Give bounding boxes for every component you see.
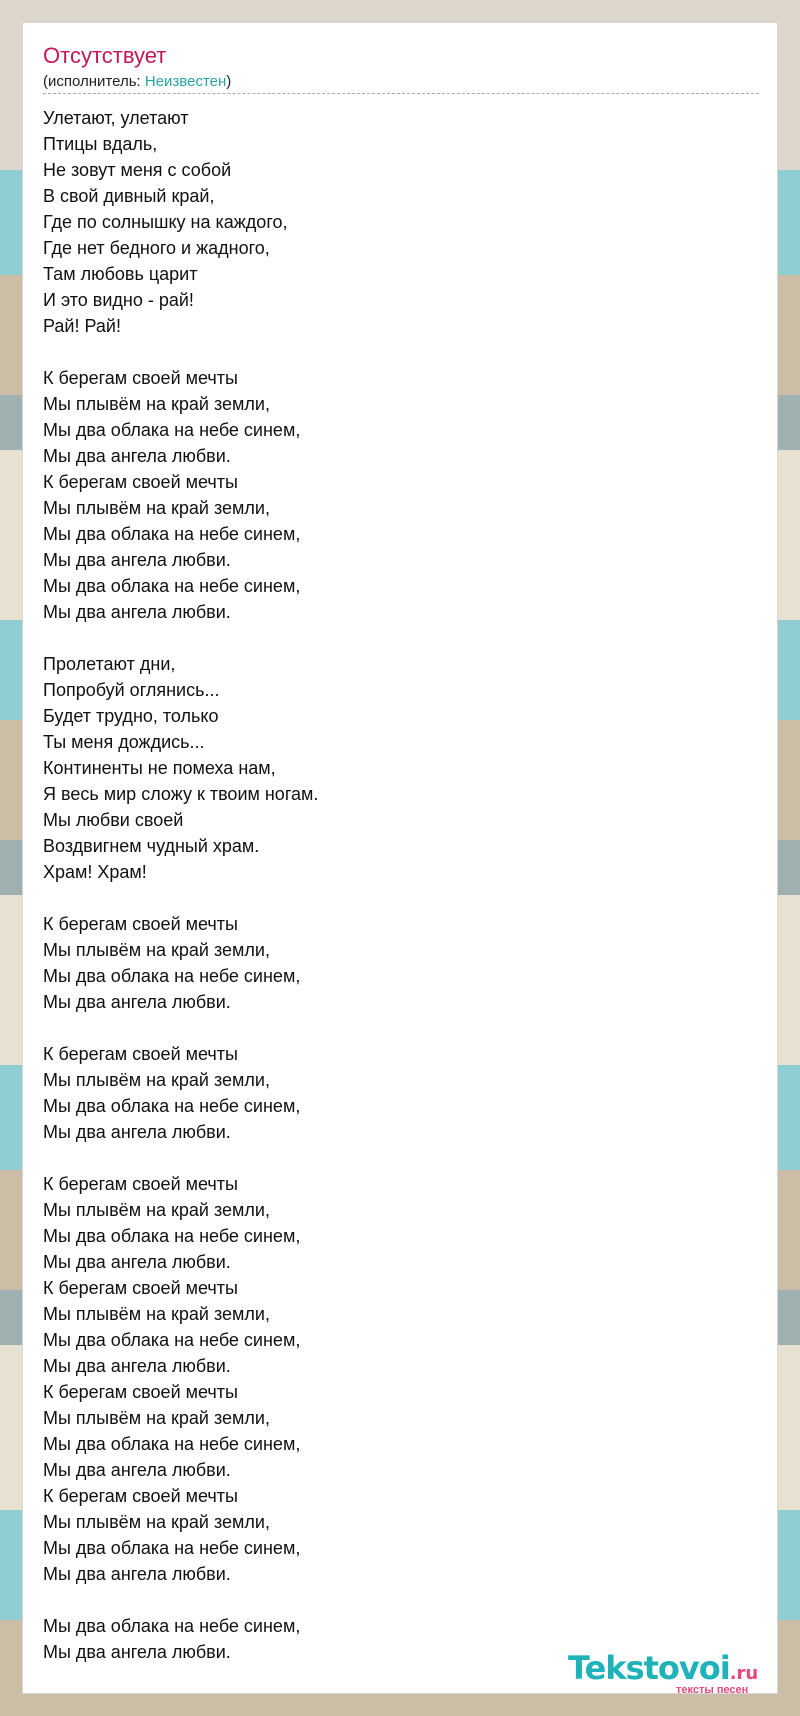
lyric-line: Мы два облака на небе синем, [43,966,301,986]
artist-link[interactable]: Неизвестен [144,73,227,90]
lyric-line: Ты меня дождись... [43,732,205,752]
lyric-line: Мы плывём на край земли, [43,498,270,518]
lyric-line: Мы плывём на край земли, [43,1408,270,1428]
lyric-line: Воздвигнем чудный храм. [43,836,260,856]
lyric-line: Не зовут меня с собой [43,160,232,180]
lyric-line: К берегам своей мечты [43,1174,238,1194]
lyric-line: Я весь мир сложу к твоим ногам. [43,784,319,804]
lyric-line: Мы любви своей [43,810,184,830]
lyric-line: Мы два ангела любви. [43,1642,231,1662]
stanza [43,651,759,885]
lyrics-text [43,105,759,1665]
song-title: Отсутствует [43,43,167,68]
lyric-line: Мы два ангела любви. [43,992,231,1012]
lyric-line: Мы плывём на край земли, [43,1304,270,1324]
stanza [43,1041,759,1145]
lyric-line: Где нет бедного и жадного, [43,238,270,258]
lyric-line: Мы два облака на небе синем, [43,1096,301,1116]
lyric-line: Мы два ангела любви. [43,1460,231,1480]
artist-suffix: ) [226,73,232,90]
lyric-line: К берегам своей мечты [43,1278,238,1298]
dashed-divider [43,93,759,94]
lyric-line: И это видно - рай! [43,290,194,310]
stanza [43,365,759,625]
lyric-line: Мы два облака на небе синем, [43,524,301,544]
lyric-line: Мы два облака на небе синем, [43,420,301,440]
lyric-line: Мы два облака на небе синем, [43,1616,301,1636]
logo-tld: .ru [729,1663,759,1684]
lyric-line: Птицы вдаль, [43,134,158,154]
lyric-line: Мы два облака на небе синем, [43,1226,301,1246]
lyric-line: Мы два облака на небе синем, [43,1330,301,1350]
lyric-line: Мы два ангела любви. [43,1564,231,1584]
lyric-line: Будет трудно, только [43,706,219,726]
lyric-line: К берегам своей мечты [43,1044,238,1064]
lyrics-card [22,22,778,1694]
lyric-line: К берегам своей мечты [43,1486,238,1506]
lyric-line: Мы плывём на край земли, [43,1200,270,1220]
lyric-line: Попробуй оглянись... [43,680,220,700]
lyric-line: К берегам своей мечты [43,368,238,388]
lyric-line: Мы плывём на край земли, [43,394,270,414]
lyric-line: В свой дивный край, [43,186,215,206]
lyric-line: Мы два ангела любви. [43,446,231,466]
lyric-line: Где по солнышку на каждого, [43,212,288,232]
lyric-line: Мы два облака на небе синем, [43,576,301,596]
lyric-line: Пролетают дни, [43,654,176,674]
lyric-line: Там любовь царит [43,264,198,284]
logo-main-text: Tekstovoi [568,1649,730,1687]
artist-prefix: (исполнитель: [43,73,145,90]
stanza [43,911,759,1015]
lyric-line: К берегам своей мечты [43,472,238,492]
stanza [43,105,759,339]
lyric-line: Мы два ангела любви. [43,550,231,570]
lyric-line: Мы плывём на край земли, [43,940,270,960]
logo-tagline: тексты песен [676,1684,749,1696]
lyric-line: Мы два ангела любви. [43,1356,231,1376]
lyric-line: Мы два облака на небе синем, [43,1434,301,1454]
lyric-line: К берегам своей мечты [43,1382,238,1402]
lyric-line: Улетают, улетают [43,108,189,128]
lyric-line: Мы два ангела любви. [43,1252,231,1272]
lyric-line: Мы два облака на небе синем, [43,1538,301,1558]
artist-line [43,73,231,91]
lyric-line: Континенты не помеха нам, [43,758,276,778]
stanza [43,1171,759,1587]
lyric-line: Рай! Рай! [43,316,121,336]
lyric-line: Мы плывём на край земли, [43,1070,270,1090]
lyric-line: Мы два ангела любви. [43,602,231,622]
lyric-line: Мы два ангела любви. [43,1122,231,1142]
lyric-line: К берегам своей мечты [43,914,238,934]
site-logo[interactable] [568,1650,778,1698]
lyric-line: Мы плывём на край земли, [43,1512,270,1532]
lyric-line: Храм! Храм! [43,862,147,882]
